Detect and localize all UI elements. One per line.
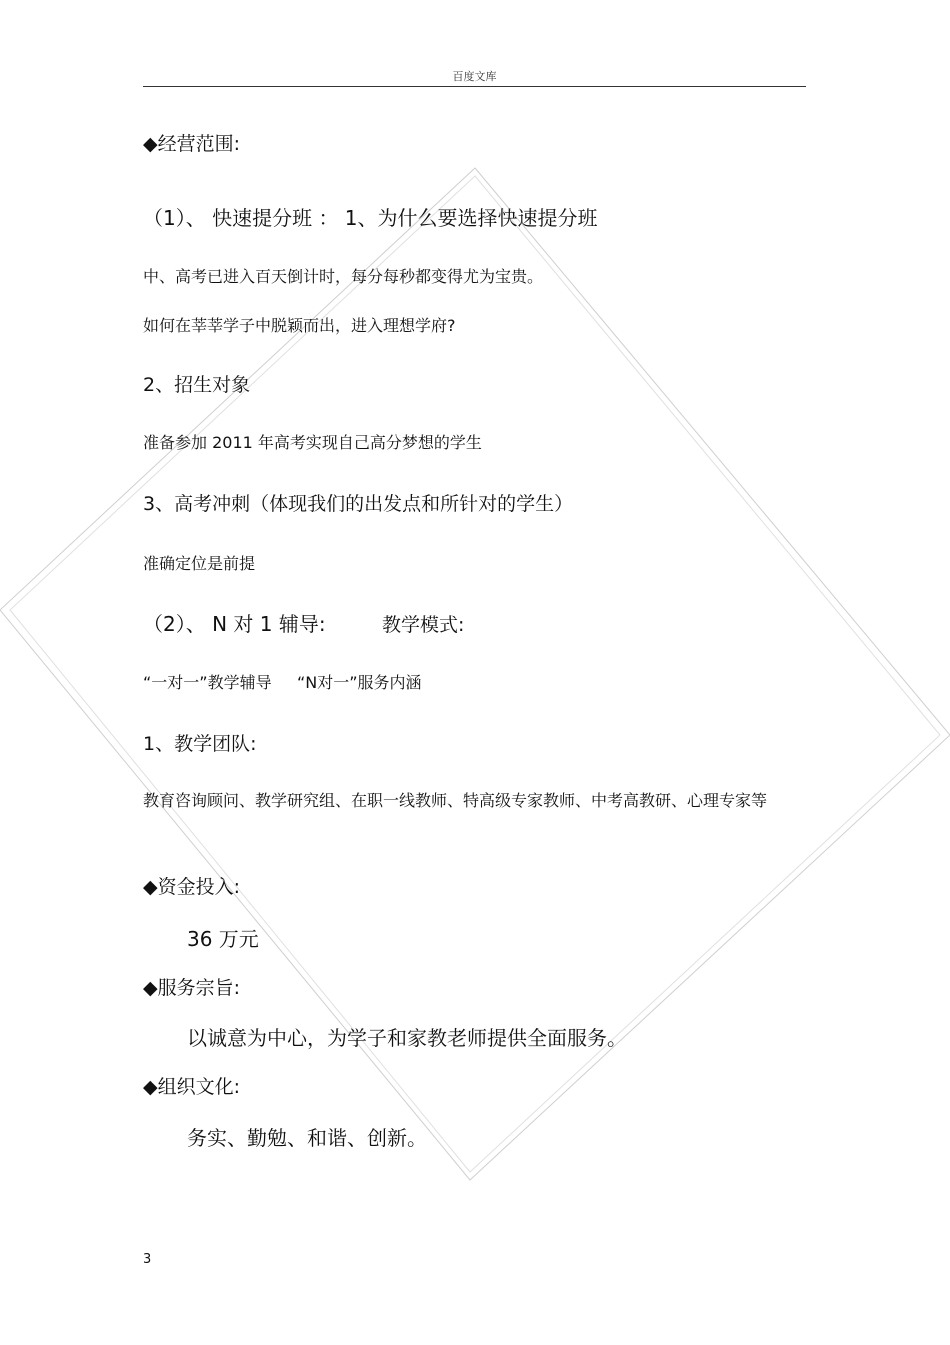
purpose-value: 以诚意为中心，为学子和家教老师提供全面服务。 — [187, 1026, 627, 1050]
header-divider — [143, 86, 806, 87]
scope-heading: ◆经营范围: — [143, 133, 241, 155]
paragraph-target-students: 准备参加 2011 年高考实现自己高分梦想的学生 — [143, 433, 482, 452]
paragraph-tutoring-modes: “一对一”教学辅导 “N对一”服务内涵 — [143, 673, 422, 692]
fast-class-heading: （1）、 快速提分班 ： 1、为什么要选择快速提分班 — [143, 206, 598, 230]
culture-value: 务实、勤勉、和谐、创新。 — [187, 1126, 427, 1150]
sprint-heading: 3、高考冲刺（体现我们的出发点和所针对的学生） — [143, 493, 574, 515]
paragraph-countdown: 中、高考已进入百天倒计时，每分每秒都变得尤为宝贵。 — [143, 267, 544, 286]
paragraph-team-members: 教育咨询顾问、教学研究组、在职一线教师、特高级专家教师、中考高教研、心理专家等 — [143, 791, 768, 810]
paragraph-stand-out: 如何在莘莘学子中脱颖而出，进入理想学府? — [143, 316, 456, 335]
n-to-one-heading: （2）、 N 对 1 辅导: — [143, 612, 326, 636]
culture-heading: ◆组织文化: — [143, 1076, 241, 1098]
funds-heading: ◆资金投入: — [143, 876, 241, 898]
purpose-heading: ◆服务宗旨: — [143, 977, 241, 999]
funds-value: 36 万元 — [187, 927, 259, 951]
paragraph-positioning: 准确定位是前提 — [143, 554, 256, 573]
page-number: 3 — [143, 1252, 152, 1267]
page-header: 百度文库 — [452, 70, 497, 83]
enroll-heading: 2、招生对象 — [143, 374, 251, 396]
teaching-mode-label: 教学模式: — [382, 614, 465, 636]
team-heading: 1、教学团队: — [143, 733, 257, 755]
